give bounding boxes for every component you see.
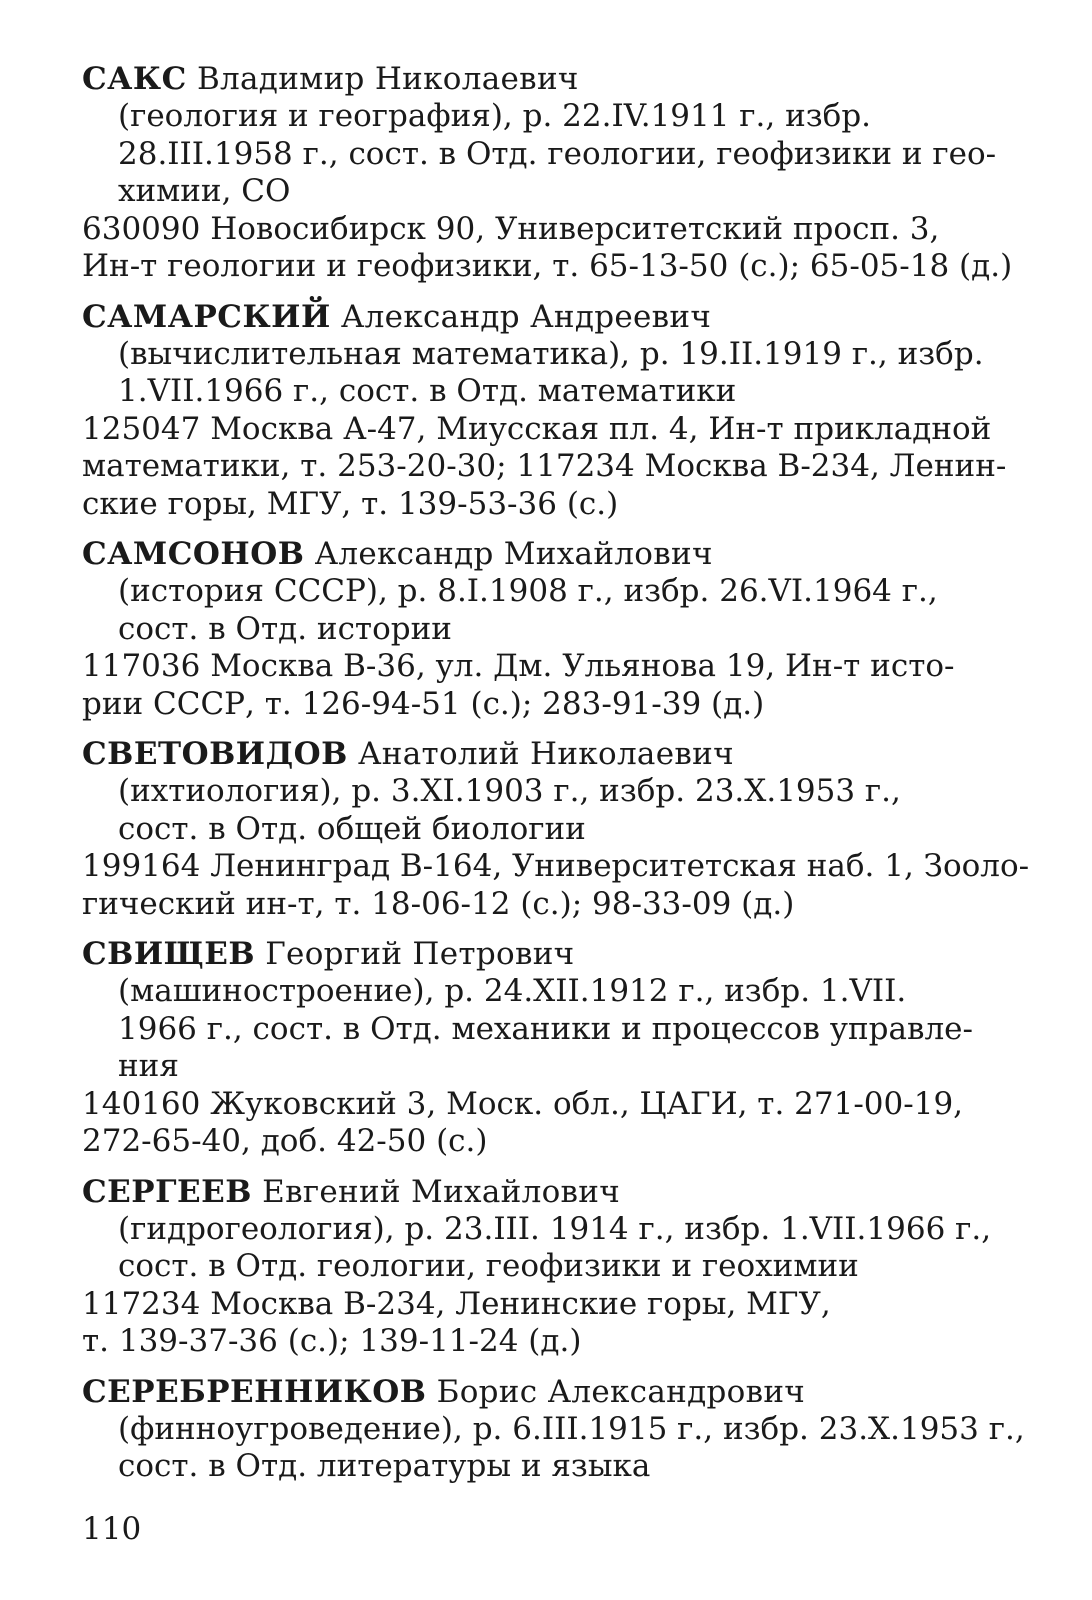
surname: САКС bbox=[82, 61, 187, 97]
given-names: Евгений Михайлович bbox=[262, 1173, 621, 1210]
address-line: рии СССР, т. 126-94-51 (с.); 283-91-39 (д.) bbox=[82, 685, 765, 722]
bio-line: (история СССР), р. 8.I.1908 г., избр. 26.VI.1964 г., bbox=[118, 573, 938, 609]
entry-heading bbox=[82, 1373, 1046, 1411]
bio-line bbox=[118, 98, 1046, 136]
bio-line: ния bbox=[118, 1048, 179, 1084]
directory-page bbox=[82, 60, 1046, 1498]
given-names: Борис Александрович bbox=[436, 1373, 806, 1410]
entry bbox=[82, 298, 1046, 524]
bio-line: (финноугроведение), р. 6.III.1915 г., избр. 23.X.1953 г., bbox=[118, 1410, 1025, 1447]
surname: СЕРЕБРЕННИКОВ bbox=[82, 1373, 427, 1410]
given-names: Александр Андреевич bbox=[340, 298, 712, 335]
entry-heading bbox=[82, 298, 1046, 336]
bio-line: сост. в Отд. общей биологии bbox=[118, 810, 586, 847]
address-line: 117036 Москва В-36, ул. Дм. Ульянова 19, Ин-т исто- bbox=[82, 648, 955, 684]
address-line: 140160 Жуковский 3, Моск. обл., ЦАГИ, т. 271-00-19, bbox=[82, 1085, 964, 1122]
bio-text: (геология и география), р. 22.IV.1911 г., избр. bbox=[118, 98, 872, 134]
entry bbox=[82, 1173, 1046, 1361]
address-line: ские горы, МГУ, т. 139-53-36 (с.) bbox=[82, 485, 619, 522]
entry bbox=[82, 935, 1046, 1161]
given-names: Владимир Николаевич bbox=[196, 61, 579, 97]
surname: САМСОНОВ bbox=[82, 536, 305, 572]
entry-bio bbox=[82, 98, 1046, 211]
entry-heading bbox=[82, 60, 1046, 98]
entry bbox=[82, 535, 1046, 723]
given-names: Александр Михайлович bbox=[314, 536, 713, 572]
entry-bio bbox=[82, 973, 1046, 1086]
entry-address bbox=[82, 1286, 1046, 1361]
page-number: 110 bbox=[82, 1511, 142, 1547]
entry-heading bbox=[82, 1173, 1046, 1211]
address-line: 272-65-40, доб. 42-50 (с.) bbox=[82, 1123, 488, 1159]
bio-line: 1966 г., сост. в Отд. механики и процессов управле- bbox=[118, 1010, 973, 1047]
entry-bio bbox=[82, 1211, 1046, 1286]
entry bbox=[82, 1373, 1046, 1486]
bio-line: 1.VII.1966 г., сост. в Отд. математики bbox=[118, 373, 737, 409]
entry-address bbox=[82, 211, 1046, 286]
entry-heading bbox=[82, 735, 1046, 773]
entry-address bbox=[82, 848, 1046, 923]
entry-heading bbox=[82, 935, 1046, 973]
entry-address bbox=[82, 411, 1046, 524]
bio-line: сост. в Отд. литературы и языка bbox=[118, 1448, 651, 1484]
address-line: 125047 Москва А-47, Миусская пл. 4, Ин-т прикладной bbox=[82, 410, 992, 447]
surname: САМАРСКИЙ bbox=[82, 298, 331, 335]
address-line: 117234 Москва В-234, Ленинские горы, МГУ, bbox=[82, 1285, 831, 1322]
surname: СЕРГЕЕВ bbox=[82, 1173, 252, 1210]
entry-bio bbox=[82, 1411, 1046, 1486]
surname: СВЕТОВИДОВ bbox=[82, 736, 348, 772]
entry bbox=[82, 60, 1046, 286]
given-names: Анатолий Николаевич bbox=[358, 736, 734, 772]
address-line: математики, т. 253-20-30; 117234 Москва В-234, Ленин- bbox=[82, 448, 1007, 484]
bio-line: (вычислительная математика), р. 19.II.1919 г., избр. bbox=[118, 335, 984, 372]
entry-address bbox=[82, 1086, 1046, 1161]
address-line: 630090 Новосибирск 90, Университетский просп. 3, bbox=[82, 210, 940, 247]
bio-line: химии, СО bbox=[118, 173, 291, 209]
address-line: гический ин-т, т. 18-06-12 (с.); 98-33-09 (д.) bbox=[82, 885, 795, 922]
entry-heading bbox=[82, 535, 1046, 573]
bio-line: (машиностроение), р. 24.XII.1912 г., избр. 1.VII. bbox=[118, 973, 907, 1009]
bio-line: (гидрогеология), р. 23.III. 1914 г., избр. 1.VII.1966 г., bbox=[118, 1210, 992, 1247]
address-line: Ин-т геологии и геофизики, т. 65-13-50 (с.); 65-05-18 (д.) bbox=[82, 248, 1013, 284]
entry-bio bbox=[82, 336, 1046, 411]
entry-bio bbox=[82, 573, 1046, 648]
entry-bio bbox=[82, 773, 1046, 848]
bio-line bbox=[118, 136, 1046, 174]
given-names: Георгий Петрович bbox=[265, 936, 575, 972]
entry bbox=[82, 735, 1046, 923]
entry-address bbox=[82, 648, 1046, 723]
address-line: т. 139-37-36 (с.); 139-11-24 (д.) bbox=[82, 1323, 582, 1359]
surname: СВИЩЕВ bbox=[82, 936, 256, 972]
bio-line: (ихтиология), р. 3.XI.1903 г., избр. 23.X.1953 г., bbox=[118, 773, 901, 809]
bio-line: сост. в Отд. истории bbox=[118, 610, 452, 647]
bio-text: 28.III.1958 г., сост. в Отд. геологии, геофизики и гео- bbox=[118, 135, 997, 172]
bio-line: сост. в Отд. геологии, геофизики и геохимии bbox=[118, 1248, 859, 1284]
address-line: 199164 Ленинград В-164, Университетская наб. 1, Зооло- bbox=[82, 848, 1030, 884]
